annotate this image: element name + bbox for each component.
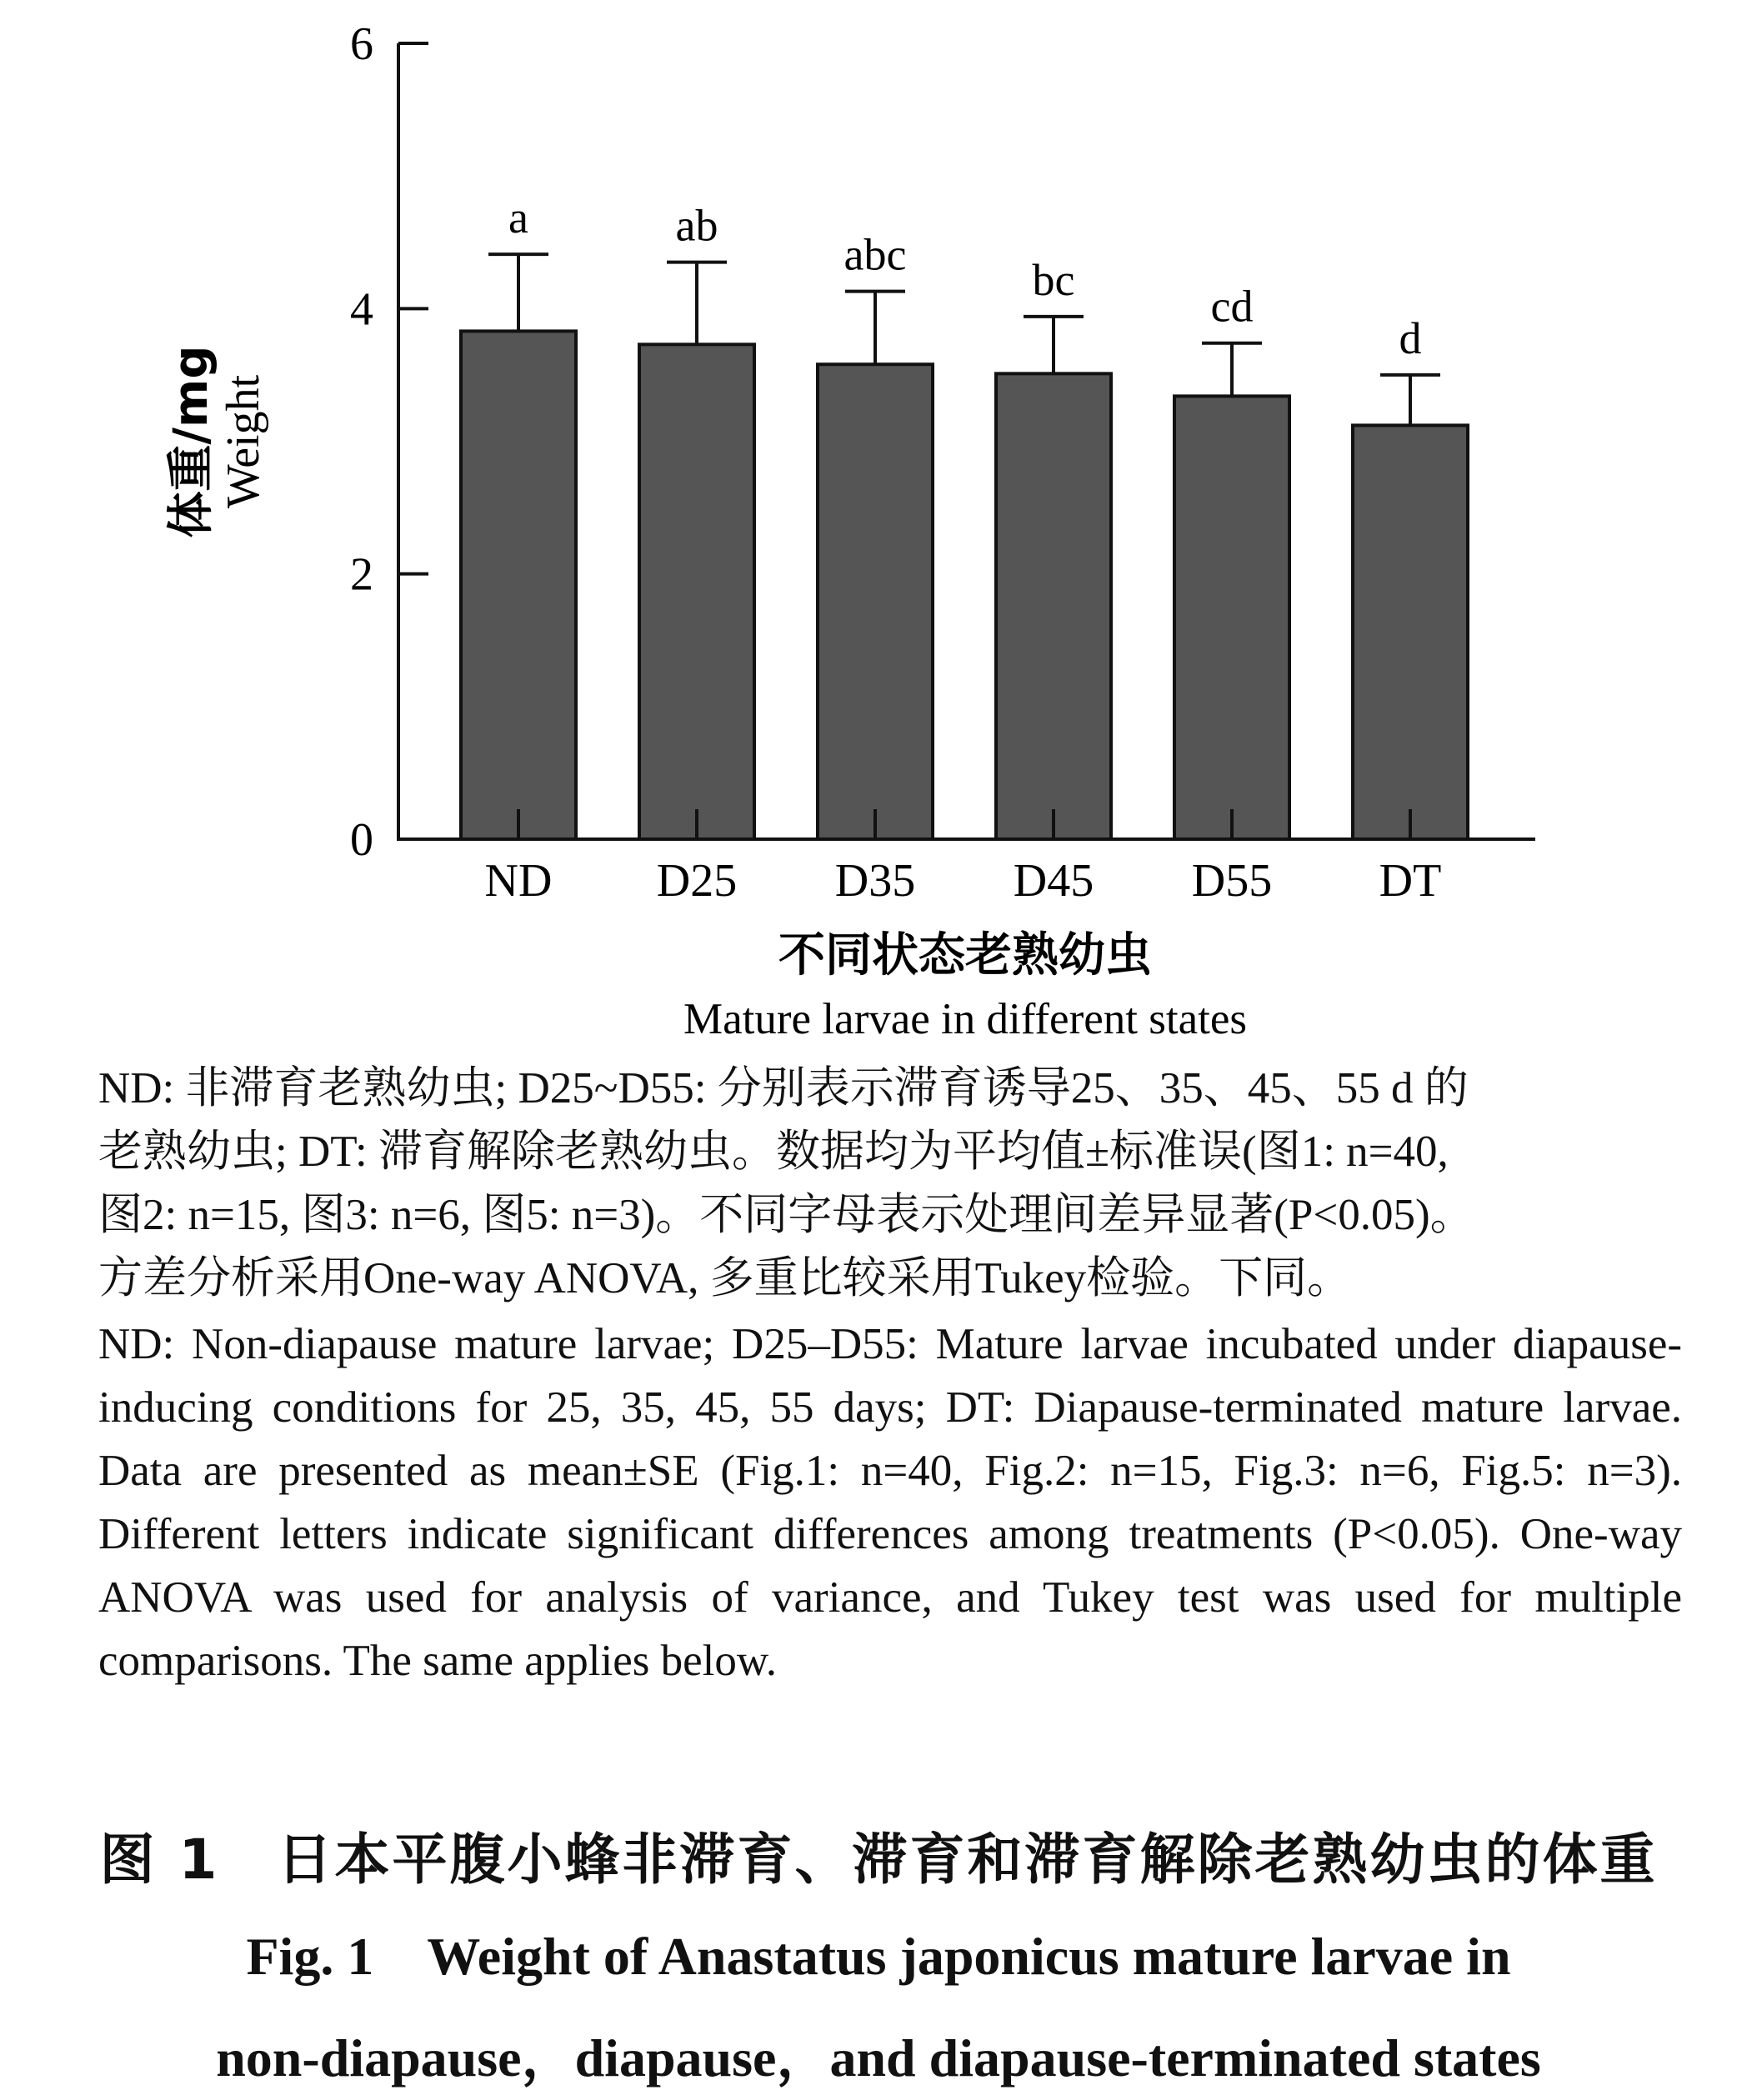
y-axis-title bbox=[164, 346, 269, 538]
x-ticks-group bbox=[485, 809, 1442, 907]
figure-caption-en-line2: non-diapause，diapause，and diapause-terminated states bbox=[216, 2028, 1541, 2088]
figure-caption-en-line1: Fig. 1 Weight of Anastatus japonicus mature larvae in bbox=[246, 1927, 1511, 1986]
y-tick-label-6: 6 bbox=[350, 18, 373, 70]
y-axis-title-cn: 体重/mg bbox=[164, 345, 218, 538]
y-tick-label-4: 4 bbox=[350, 283, 373, 336]
bar-D25 bbox=[639, 344, 754, 839]
x-tick-label-D55: D55 bbox=[1191, 855, 1273, 907]
x-axis-title-cn: 不同状态老熟幼虫 bbox=[778, 928, 1152, 982]
x-tick-label-ND: ND bbox=[484, 855, 553, 907]
bar-D45 bbox=[996, 373, 1111, 839]
error-bars-group bbox=[488, 254, 1440, 425]
note-cn-line: 方差分析采用One-way ANOVA, 多重比较采用Tukey检验。下同。 bbox=[98, 1254, 1352, 1302]
significance-letter-D35: abc bbox=[843, 229, 907, 280]
bar-D35 bbox=[818, 364, 933, 839]
x-tick-label-D25: D25 bbox=[656, 855, 738, 907]
note-cn-line: ND: 非滞育老熟幼虫; D25~D55: 分别表示滞育诱导25、35、45、55 d 的 bbox=[98, 1064, 1469, 1112]
bar-DT bbox=[1353, 425, 1468, 839]
bar-ND bbox=[461, 331, 576, 839]
bars-group bbox=[461, 331, 1468, 839]
significance-letter-D25: ab bbox=[675, 200, 718, 251]
note-chinese bbox=[98, 1057, 1682, 1310]
significance-letter-D45: bc bbox=[1032, 254, 1075, 305]
x-tick-label-DT: DT bbox=[1379, 855, 1442, 907]
note-english: ND: Non-diapause mature larvae; D25–D55: Mature larvae incubated under diapause-inducing conditions for 25, 35, 45, 55 days; DT: Diapause-terminated mature larvae. Data are presented as mean±SE (Fig.1: n=40, Fig.2: n=15, Fig.3: n=6, Fig.5: n=3). Different letters indicate significant differences among treatments (P<0.05). One-way ANOVA was used for analysis of variance, and Tukey test was used for multiple comparisons. The same applies below. bbox=[98, 1320, 1682, 1685]
note-cn-line: 老熟幼虫; DT: 滞育解除老熟幼虫。数据均为平均值±标准误(图1: n=40, bbox=[98, 1128, 1449, 1176]
significance-letter-D55: cd bbox=[1210, 281, 1254, 332]
y-tick-label-0: 0 bbox=[350, 814, 373, 866]
y-tick-label-2: 2 bbox=[350, 548, 373, 601]
note-cn-line: 图2: n=15, 图3: n=6, 图5: n=3)。不同字母表示处理间差异显著(P<0.05)。 bbox=[98, 1191, 1474, 1239]
figure-caption-cn: 图 1 日本平腹小蜂非滞育、滞育和滞育解除老熟幼虫的体重 bbox=[99, 1828, 1658, 1892]
y-ticks-group bbox=[350, 18, 428, 866]
significance-letter-DT: d bbox=[1399, 312, 1422, 363]
bar-D55 bbox=[1174, 396, 1289, 839]
x-tick-label-D35: D35 bbox=[834, 855, 916, 907]
x-axis-title-en: Mature larvae in different states bbox=[683, 995, 1247, 1043]
x-tick-label-D45: D45 bbox=[1013, 855, 1094, 907]
letters-group bbox=[508, 192, 1421, 363]
y-axis-title-en: Weight bbox=[218, 374, 269, 509]
significance-letter-ND: a bbox=[508, 192, 528, 243]
